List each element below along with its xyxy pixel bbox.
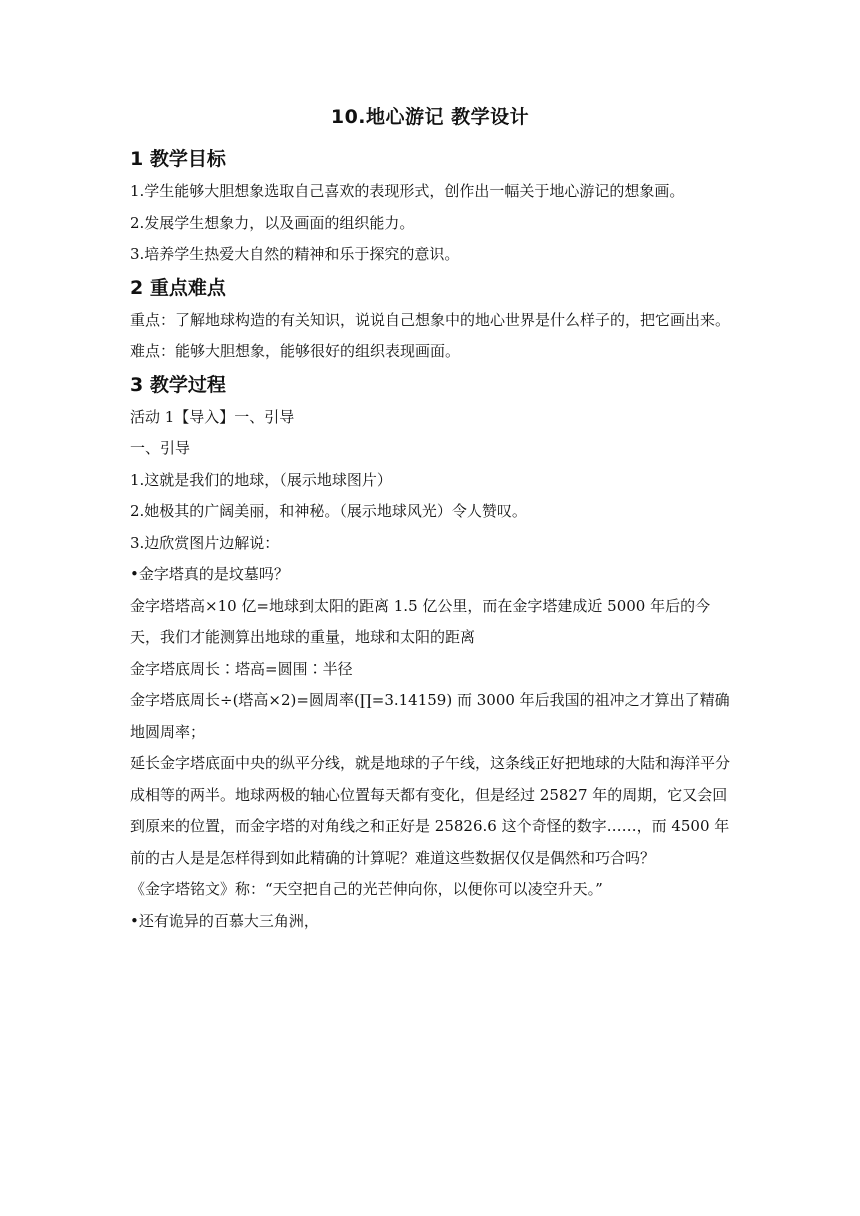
paragraph: 金字塔底周长÷(塔高×2)=圆周率(∏=3.14159) 而 3000 年后我国的祖冲之才算出了精确地圆周率；: [130, 691, 730, 741]
paragraph: 3.边欣赏图片边解说：: [130, 533, 280, 552]
section-heading: 2 重点难点: [130, 276, 226, 299]
paragraph: 《金字塔铭文》称：“天空把自己的光芒伸向你，以便你可以凌空升天。”: [130, 880, 603, 898]
section-teaching-process: [130, 368, 730, 938]
section-heading: 3 教学过程: [130, 373, 226, 396]
section-teaching-goals: [130, 142, 730, 271]
paragraph: 1.这就是我们的地球，（展示地球图片）: [130, 470, 392, 489]
paragraph: 一、引导: [130, 439, 191, 457]
paragraph: 2.她极其的广阔美丽，和神秘。（展示地球风光）令人赞叹。: [130, 502, 527, 520]
document-title: 10.地心游记 教学设计: [330, 106, 530, 128]
section-key-points: [130, 271, 730, 368]
paragraph: 难点：能够大胆想象，能够很好的组织表现画面。: [130, 342, 461, 360]
paragraph: 金字塔底周长∶塔高=圆围∶半径: [130, 659, 353, 678]
paragraph: 金字塔塔高×10 亿=地球到太阳的距离 1.5 亿公里，而在金字塔建成近 5000 年后的今天，我们才能测算出地球的重量，地球和太阳的距离: [130, 596, 711, 646]
section-heading: 1 教学目标: [130, 148, 226, 170]
paragraph: 3.培养学生热爱大自然的精神和乐于探究的意识。: [130, 245, 460, 263]
paragraph: 延长金字塔底面中央的纵平分线，就是地球的子午线，这条线正好把地球的大陆和海洋平分成相等的两半。地球两极的轴心位置每天都有变化，但是经过 25827 年的周期，它又会回到原来的位置，而金字塔的对角线之和正好是 25826.6 这个奇怪的数字……，而 4500 年前的古人是是怎样得到如此精确的计算呢？难道这些数据仅仅是偶然和巧合吗？: [130, 754, 731, 867]
document-page: [130, 100, 730, 937]
paragraph: 1.学生能够大胆想象选取自己喜欢的表现形式，创作出一幅关于地心游记的想象画。: [130, 182, 685, 200]
paragraph: 2.发展学生想象力，以及画面的组织能力。: [130, 213, 415, 232]
paragraph: •还有诡异的百慕大三角洲，: [130, 911, 319, 930]
paragraph: •金字塔真的是坟墓吗？: [130, 565, 289, 583]
paragraph: 重点：了解地球构造的有关知识，说说自己想象中的地心世界是什么样子的，把它画出来。: [130, 310, 731, 329]
paragraph: 活动 1【导入】一、引导: [130, 407, 295, 426]
